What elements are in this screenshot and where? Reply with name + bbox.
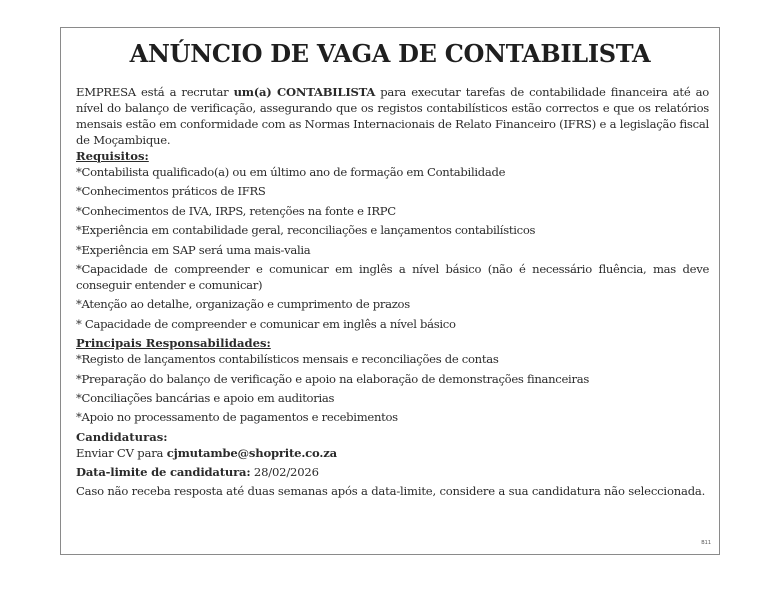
- deadline-line: [76, 464, 709, 480]
- send-cv-line: [76, 445, 709, 461]
- intro-post: para executar tarefas de contabilidade financeira até ao nível do balanço de verificação, assegurando que os registos contabilísticos estão correctos e que os relatórios mensais estão em conformidade com as Normas Internacionais de Relato Financeiro (IFRS) e a legislação fiscal de Moçambique.: [76, 85, 710, 147]
- ad-title: ANÚNCIO DE VAGA DE CONTABILISTA: [129, 39, 651, 68]
- ad-body: [76, 84, 709, 499]
- list-item: *Experiência em SAP será uma mais-valia: [76, 242, 311, 257]
- requisitos-heading: Requisitos:: [76, 149, 149, 163]
- requisitos-list: [76, 164, 709, 332]
- contact-email[interactable]: cjmutambe@shoprite.co.za: [166, 445, 337, 460]
- list-item: *Registo de lançamentos contabilísticos mensais e reconciliações de contas: [76, 352, 499, 367]
- list-item: *Apoio no processamento de pagamentos e recebimentos: [76, 410, 398, 425]
- deadline-value: 28/02/2026: [250, 464, 319, 479]
- list-item: *Experiência em contabilidade geral, reconciliações e lançamentos contabilísticos: [76, 223, 536, 238]
- intro-paragraph: [76, 84, 709, 148]
- intro-position: um(a) CONTABILISTA: [233, 85, 376, 99]
- list-item: *Atenção ao detalhe, organização e cumprimento de prazos: [76, 297, 410, 312]
- candidaturas-heading: Candidaturas:: [76, 429, 168, 444]
- list-item: *Conhecimentos práticos de IFRS: [76, 184, 266, 199]
- send-cv-prefix: Enviar CV para: [76, 445, 167, 460]
- corner-mark: B11: [701, 540, 711, 546]
- responsabilidades-heading: Principais Responsabilidades:: [76, 336, 271, 351]
- deadline-label: Data-limite de candidatura:: [76, 464, 251, 479]
- list-item: *Contabilista qualificado(a) ou em último ano de formação em Contabilidade: [76, 165, 506, 179]
- closing-note: Caso não receba resposta até duas semanas após a data-limite, considere a sua candidatura não seleccionada.: [76, 483, 706, 498]
- intro-pre: EMPRESA está a recrutar: [76, 85, 234, 99]
- job-ad-frame: [60, 27, 720, 555]
- list-item: * Capacidade de compreender e comunicar em inglês a nível básico: [76, 316, 456, 331]
- responsabilidades-list: [76, 351, 709, 425]
- list-item: *Preparação do balanço de verificação e apoio na elaboração de demonstrações financeiras: [76, 371, 589, 386]
- list-item: *Conhecimentos de IVA, IRPS, retenções na fonte e IRPC: [76, 203, 396, 218]
- list-item: *Conciliações bancárias e apoio em auditorias: [76, 390, 335, 405]
- list-item: *Capacidade de compreender e comunicar em inglês a nível básico (não é necessário fluência, mas deve conseguir entender e comunicar): [76, 261, 709, 292]
